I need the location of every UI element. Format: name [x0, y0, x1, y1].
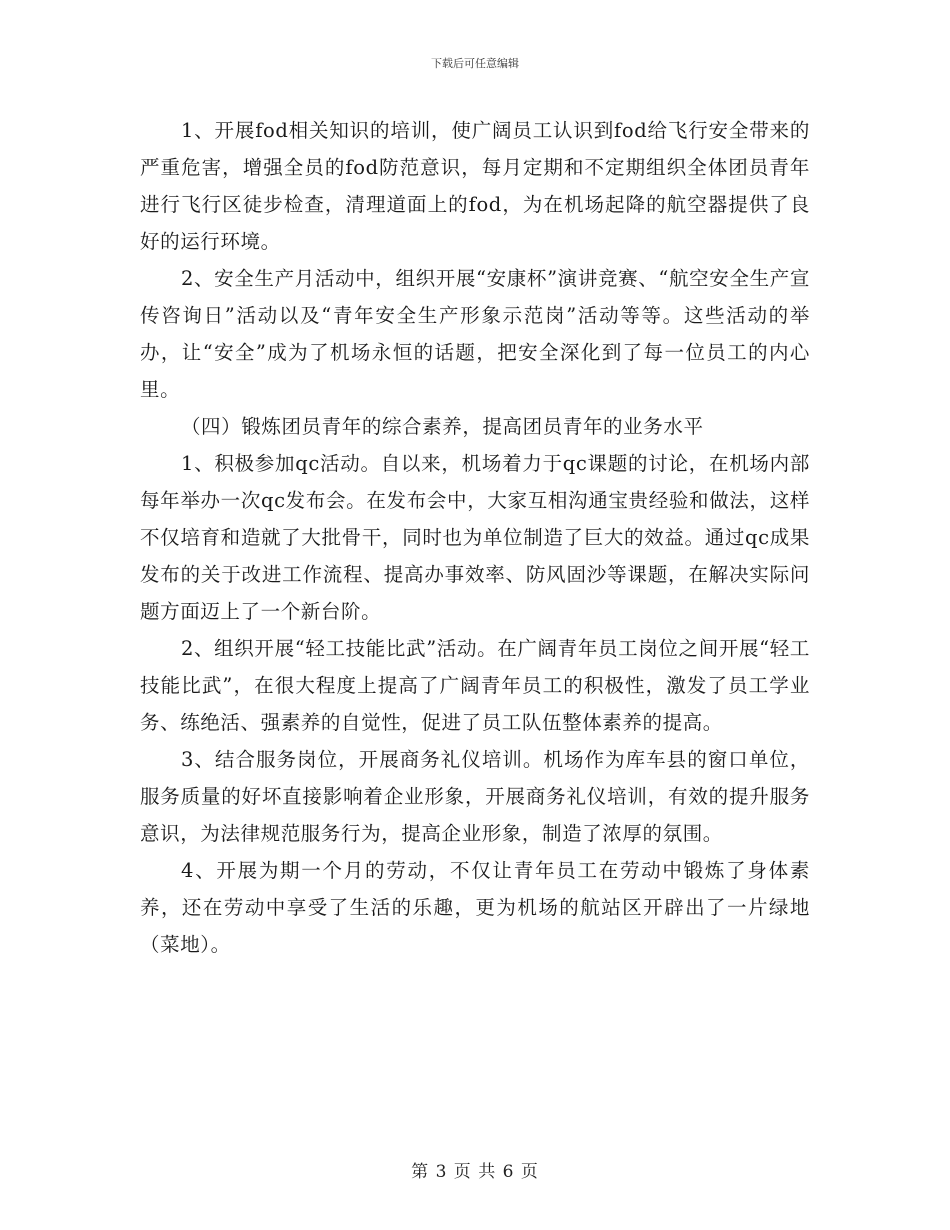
paragraph-safety-month: 2、安全生产月活动中，组织开展“安康杯”演讲竞赛、“航空安全生产宣传咨询日”活动以及“青年安全生产形象示范岗”活动等等。这些活动的举办，让“安全”成为了机场永恒的话题，把安全深化到了每一位员工的内心里。: [140, 267, 810, 401]
page-number: 第 3 页 共 6 页: [411, 1162, 539, 1182]
paragraph-skill-contest: 2、组织开展“轻工技能比武”活动。在广阔青年员工岗位之间开展“轻工技能比武”，在很大程度上提高了广阔青年员工的积极性，激发了员工学业务、练绝活、强素养的自觉性，促进了员工队伍整体素养的提高。: [140, 637, 810, 734]
document-body: [140, 112, 810, 963]
page-header: 下载后可任意编辑: [431, 57, 519, 70]
paragraph-labor-activity: 4、开展为期一个月的劳动，不仅让青年员工在劳动中锻炼了身体素养，还在劳动中享受了生活的乐趣，更为机场的航站区开辟出了一片绿地（菜地）。: [140, 859, 810, 956]
paragraph-fod-training: 1、开展fod相关知识的培训，使广阔员工认识到fod给飞行安全带来的严重危害，增强全员的fod防范意识，每月定期和不定期组织全体团员青年进行飞行区徒步检查，清理道面上的fod，为在机场起降的航空器提供了良好的运行环境。: [140, 119, 810, 253]
paragraph-etiquette-training: 3、结合服务岗位，开展商务礼仪培训。机场作为库车县的窗口单位，服务质量的好坏直接影响着企业形象，开展商务礼仪培训，有效的提升服务意识，为法律规范服务行为，提高企业形象，制造了浓厚的氛围。: [140, 748, 810, 845]
paragraph-qc-activity: 1、积极参加qc活动。自以来，机场着力于qc课题的讨论，在机场内部每年举办一次qc发布会。在发布会中，大家互相沟通宝贵经验和做法，这样不仅培育和造就了大批骨干，同时也为单位制造了巨大的效益。通过qc成果发布的关于改进工作流程、提高办事效率、防风固沙等课题，在解决实际问题方面迈上了一个新台阶。: [140, 452, 810, 623]
section-heading: （四）锻炼团员青年的综合素养，提高团员青年的业务水平: [180, 415, 704, 438]
